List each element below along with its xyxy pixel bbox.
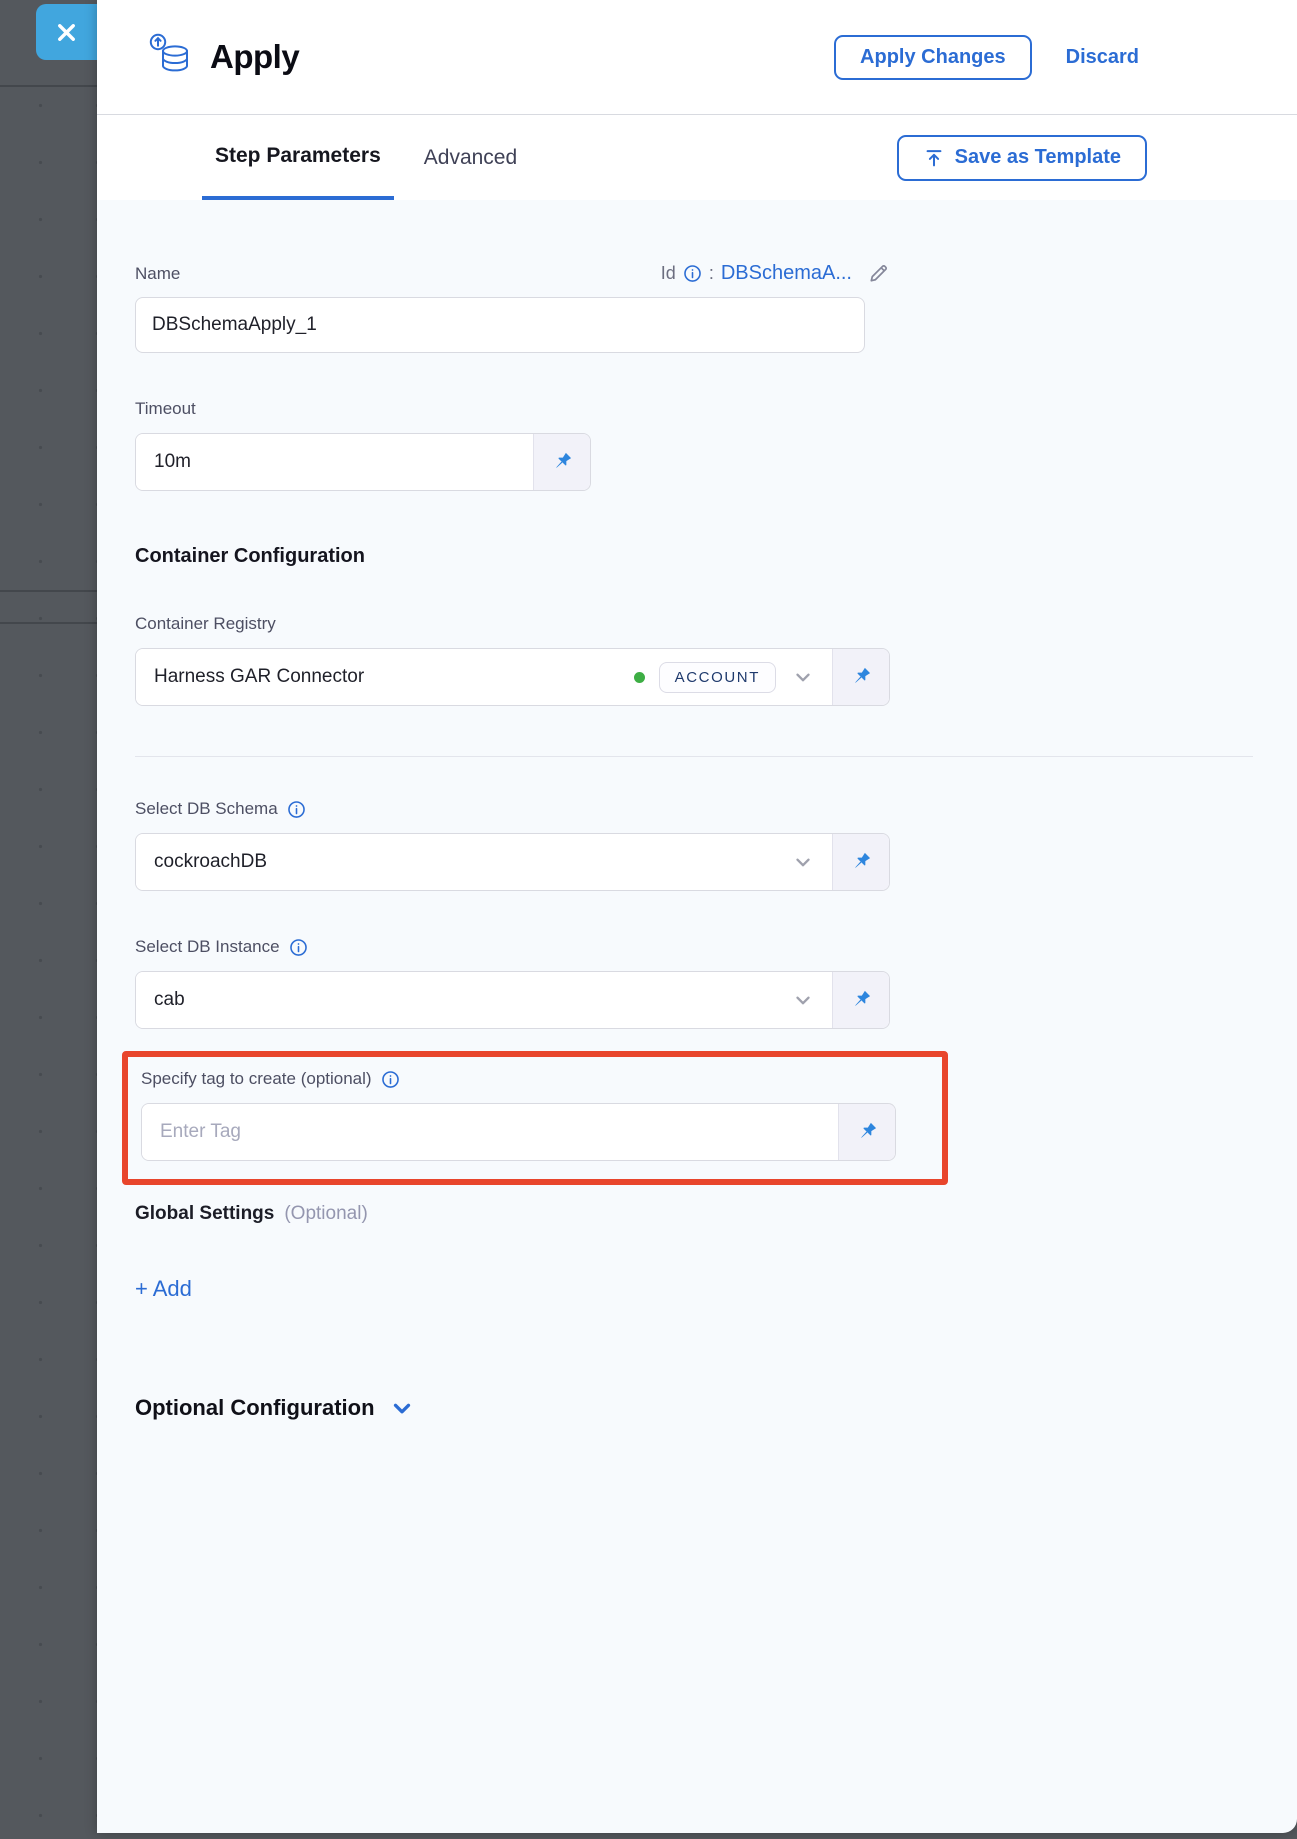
add-global-setting-button[interactable]: + Add <box>135 1276 192 1301</box>
save-as-template-label: Save as Template <box>954 146 1121 168</box>
info-icon[interactable] <box>289 938 308 957</box>
container-registry-value: Harness GAR Connector <box>154 666 365 687</box>
db-schema-select[interactable] <box>136 834 832 890</box>
connector-status-dot <box>634 672 645 683</box>
db-apply-step-icon <box>148 32 194 82</box>
optional-configuration-label: Optional Configuration <box>135 1395 375 1420</box>
connector-scope-badge: ACCOUNT <box>659 662 776 693</box>
container-registry-group <box>135 648 890 706</box>
pushpin-icon <box>845 984 876 1015</box>
step-config-drawer <box>97 0 1297 1833</box>
chevron-down-icon <box>389 1395 415 1421</box>
container-registry-label: Container Registry <box>135 614 276 633</box>
container-registry-pin-button[interactable] <box>832 649 889 705</box>
discard-button[interactable]: Discard <box>1065 45 1139 68</box>
tag-field-highlight-box <box>122 1051 948 1185</box>
chevron-down-icon <box>792 989 814 1011</box>
step-id-row[interactable] <box>661 262 890 285</box>
tag-input-group <box>141 1103 896 1161</box>
chevron-down-icon <box>792 666 814 688</box>
name-label: Name <box>135 263 181 283</box>
pushpin-icon <box>546 446 577 477</box>
db-schema-label: Select DB Schema <box>135 799 278 818</box>
step-id-value[interactable]: DBSchemaA... <box>720 262 852 284</box>
optional-configuration-toggle[interactable] <box>135 1395 415 1421</box>
db-instance-value: cab <box>154 989 185 1010</box>
global-settings-optional: (Optional) <box>284 1203 368 1224</box>
close-drawer-button[interactable] <box>36 4 97 60</box>
step-parameters-form <box>97 200 1297 1421</box>
close-icon <box>53 19 80 46</box>
timeout-label: Timeout <box>135 399 196 418</box>
tag-pin-button[interactable] <box>838 1104 895 1160</box>
save-as-template-button[interactable] <box>897 135 1147 181</box>
upload-icon <box>923 147 945 169</box>
info-icon[interactable] <box>683 264 702 283</box>
timeout-pin-button[interactable] <box>533 434 590 490</box>
pushpin-icon <box>845 661 876 692</box>
global-settings-label: Global Settings <box>135 1203 275 1224</box>
tab-step-parameters[interactable]: Step Parameters <box>202 115 394 200</box>
page-title: Apply <box>210 38 300 75</box>
pushpin-icon <box>845 846 876 877</box>
db-instance-label: Select DB Instance <box>135 937 280 956</box>
db-instance-pin-button[interactable] <box>832 972 889 1028</box>
db-instance-group <box>135 971 890 1029</box>
id-colon: : <box>708 263 714 283</box>
db-schema-value: cockroachDB <box>154 851 267 872</box>
db-instance-select[interactable] <box>136 972 832 1028</box>
title-wrap <box>148 32 299 82</box>
container-registry-field[interactable] <box>136 649 832 705</box>
apply-changes-button[interactable]: Apply Changes <box>834 35 1032 80</box>
timeout-input[interactable] <box>136 434 533 490</box>
canvas-edge-line <box>0 622 97 624</box>
tag-label: Specify tag to create (optional) <box>141 1069 372 1088</box>
info-icon[interactable] <box>381 1070 400 1089</box>
db-schema-pin-button[interactable] <box>832 834 889 890</box>
tag-input[interactable] <box>142 1104 838 1160</box>
edit-id-icon[interactable] <box>867 262 890 285</box>
canvas-edge-line <box>0 85 97 87</box>
tabs-row <box>97 115 1297 200</box>
chevron-down-icon <box>792 851 814 873</box>
timeout-input-group <box>135 433 591 491</box>
canvas-edge-line <box>0 590 97 592</box>
section-divider <box>135 756 1253 757</box>
tab-advanced[interactable]: Advanced <box>423 145 518 169</box>
id-label: Id <box>660 263 676 283</box>
name-input[interactable] <box>135 297 865 353</box>
pushpin-icon <box>851 1116 882 1147</box>
drawer-header <box>97 0 1297 115</box>
container-configuration-heading: Container Configuration <box>135 545 365 567</box>
db-schema-group <box>135 833 890 891</box>
info-icon[interactable] <box>287 800 306 819</box>
